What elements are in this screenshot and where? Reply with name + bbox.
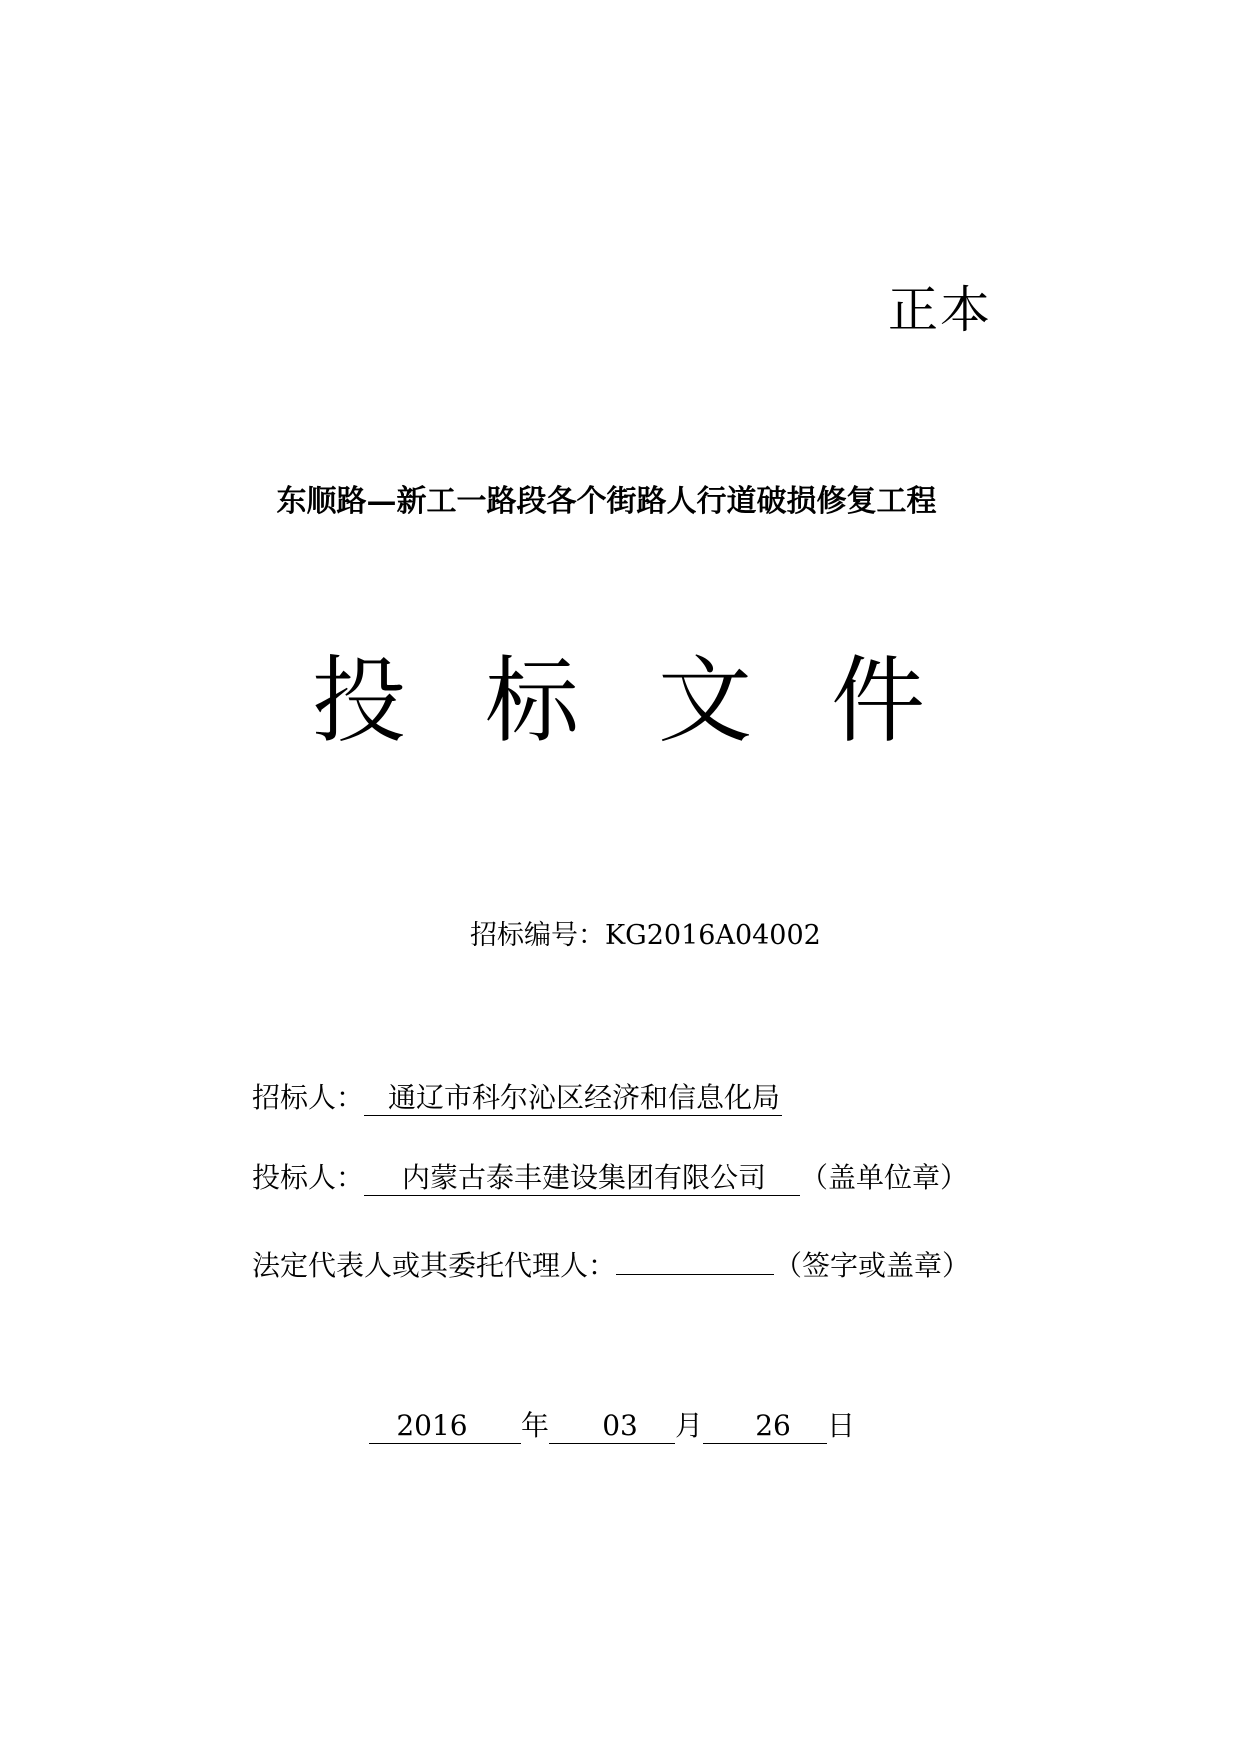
legal-representative-row: [252, 1240, 970, 1286]
date-day: 26: [703, 1409, 827, 1444]
signature-note: （签字或盖章）: [774, 1249, 971, 1282]
bidder-row: [252, 1158, 968, 1198]
bidder-seal-note: （盖单位章）: [800, 1161, 969, 1194]
original-copy-mark: 正本: [888, 281, 992, 339]
bid-number-value: KG2016A04002: [605, 920, 821, 951]
bidder-value: 内蒙古泰丰建设集团有限公司: [364, 1161, 800, 1196]
bid-number-label: 招标编号：: [470, 920, 605, 951]
tenderer-row: [252, 1078, 782, 1118]
document-title-char-3: 文: [658, 647, 753, 756]
date-year-unit: 年: [521, 1409, 550, 1442]
date-day-unit: 日: [827, 1409, 856, 1442]
legal-representative-label: 法定代表人或其委托代理人：: [252, 1249, 617, 1282]
signature-blank: [616, 1240, 774, 1275]
date-year: 2016: [369, 1409, 521, 1444]
tenderer-value: 通辽市科尔沁区经济和信息化局: [364, 1081, 782, 1116]
bid-number: [470, 918, 821, 954]
date-month: 03: [549, 1409, 675, 1444]
bidder-label: 投标人：: [252, 1161, 365, 1194]
project-title: 东顺路—新工一路段各个街路人行道破损修复工程: [276, 484, 937, 519]
document-title-char-2: 标: [485, 647, 580, 756]
document-title-char-4: 件: [831, 647, 926, 756]
document-title-char-1: 投: [312, 647, 407, 756]
tenderer-label: 招标人：: [252, 1081, 365, 1114]
date-month-unit: 月: [675, 1409, 704, 1442]
date-row: [369, 1406, 855, 1446]
